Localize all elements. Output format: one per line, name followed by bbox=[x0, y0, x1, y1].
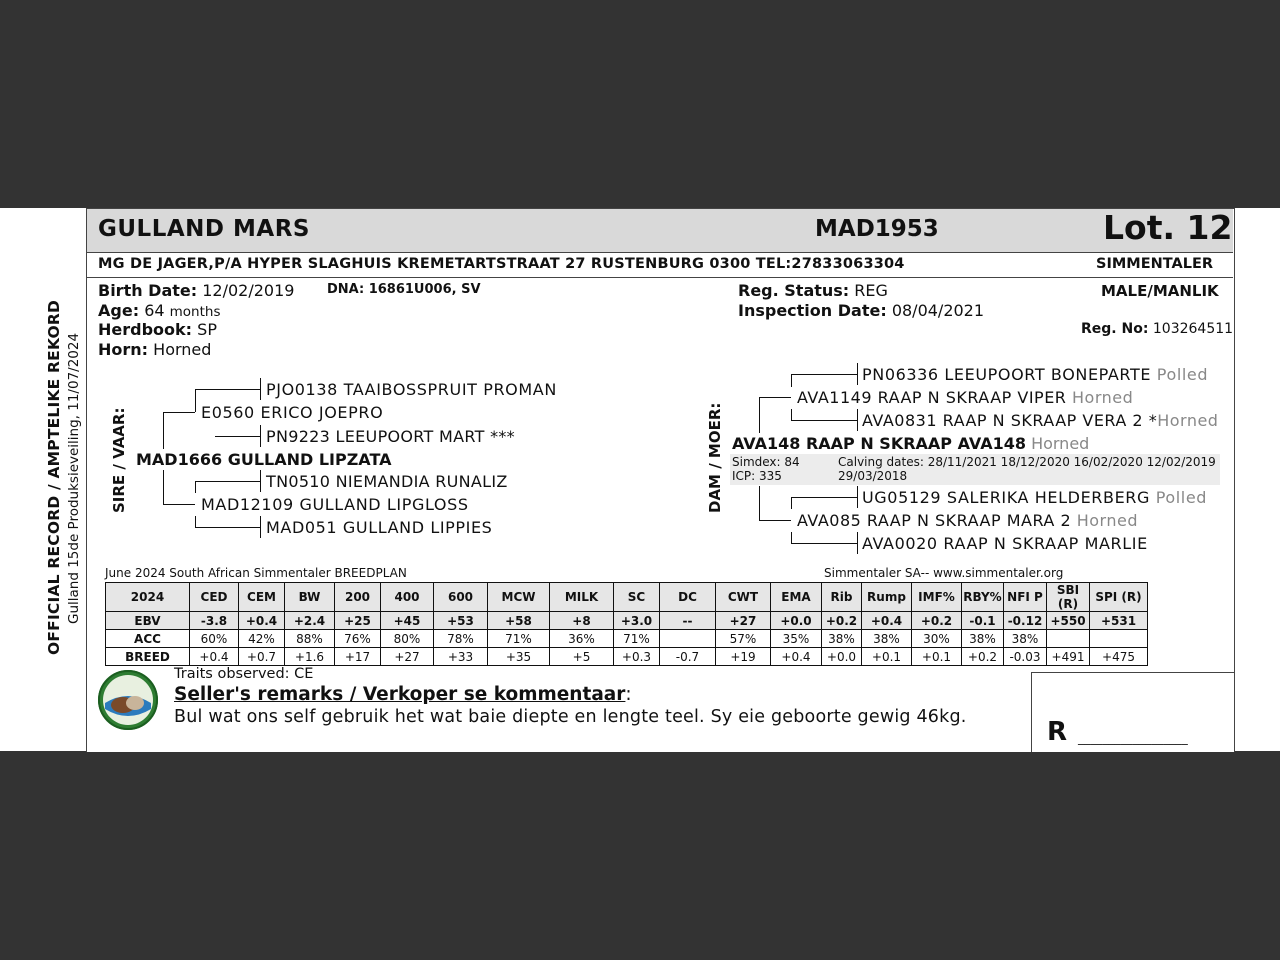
ebv-table bbox=[105, 582, 1148, 666]
table-cell: 76% bbox=[335, 630, 381, 648]
tree-line bbox=[857, 409, 858, 431]
dam-sire-sire bbox=[862, 365, 1208, 384]
table-cell: +0.2 bbox=[962, 648, 1004, 666]
sire-dam-dam: MAD051 GULLAND LIPPIES bbox=[266, 518, 493, 537]
table-cell: +27 bbox=[716, 612, 771, 630]
table-cell: CEM bbox=[239, 583, 285, 612]
table-cell: +5 bbox=[550, 648, 614, 666]
society-logo bbox=[97, 669, 159, 731]
tree-line bbox=[195, 527, 260, 528]
dam-label: DAM / MOER: bbox=[706, 402, 724, 513]
tree-line bbox=[195, 481, 196, 493]
table-cell: 600 bbox=[434, 583, 488, 612]
inspection-label: Inspection Date: bbox=[738, 301, 887, 320]
table-cell: 71% bbox=[614, 630, 660, 648]
dam-dam-sire-name: UG05129 SALERIKA HELDERBERG bbox=[862, 488, 1150, 507]
row-label-cell: ACC bbox=[106, 630, 190, 648]
table-cell: 36% bbox=[550, 630, 614, 648]
ebv-header-row bbox=[106, 583, 1148, 612]
table-cell: 78% bbox=[434, 630, 488, 648]
birth-date bbox=[98, 281, 294, 300]
table-cell: -0.7 bbox=[660, 648, 716, 666]
tree-line bbox=[163, 412, 164, 449]
table-cell: +0.1 bbox=[862, 648, 912, 666]
sex: MALE/MANLIK bbox=[1101, 282, 1219, 300]
sire-sire: E0560 ERICO JOEPRO bbox=[201, 403, 384, 422]
seller-remarks: Bul wat ons self gebruik het wat baie diepte en lengte teel. Sy eie geboorte gewig 46kg. bbox=[174, 707, 967, 727]
tree-line bbox=[260, 378, 261, 400]
reg-status-value: REG bbox=[854, 281, 888, 300]
horn-value: Horned bbox=[153, 340, 212, 359]
table-cell: 38% bbox=[1004, 630, 1047, 648]
tree-line bbox=[791, 420, 857, 421]
table-cell: +3.0 bbox=[614, 612, 660, 630]
table-cell: RBY% bbox=[962, 583, 1004, 612]
inspection-date bbox=[738, 301, 984, 320]
tree-line bbox=[260, 425, 261, 447]
tree-line bbox=[163, 470, 164, 504]
tree-line bbox=[260, 470, 261, 492]
table-cell: 400 bbox=[381, 583, 434, 612]
table-cell: 88% bbox=[285, 630, 335, 648]
horn-label: Horn: bbox=[98, 340, 149, 359]
tree-line bbox=[195, 389, 196, 412]
tree-line bbox=[791, 374, 792, 387]
acc-row bbox=[106, 630, 1148, 648]
ebv-row bbox=[106, 612, 1148, 630]
table-cell: +0.4 bbox=[190, 648, 239, 666]
horn-status bbox=[98, 340, 211, 359]
breed-row bbox=[106, 648, 1148, 666]
table-cell: +27 bbox=[381, 648, 434, 666]
dam-horn: Horned bbox=[1031, 434, 1090, 453]
price-currency: R bbox=[1047, 717, 1068, 747]
table-cell: MILK bbox=[550, 583, 614, 612]
table-cell: +0.7 bbox=[239, 648, 285, 666]
tree-line bbox=[759, 397, 791, 398]
animal-reg-id: MAD1953 bbox=[815, 216, 939, 242]
tree-line bbox=[195, 481, 260, 482]
herdbook-label: Herdbook: bbox=[98, 320, 193, 339]
table-cell: BW bbox=[285, 583, 335, 612]
table-cell: +58 bbox=[488, 612, 550, 630]
dam-sire-dam-name: AVA0831 RAAP N SKRAAP VERA 2 * bbox=[862, 411, 1158, 430]
table-cell: SC bbox=[614, 583, 660, 612]
tree-line bbox=[163, 504, 195, 505]
table-cell bbox=[1047, 630, 1090, 648]
tree-line bbox=[759, 486, 760, 520]
icp: ICP: 335 bbox=[732, 469, 782, 483]
herdbook-value: SP bbox=[197, 320, 217, 339]
table-cell: 57% bbox=[716, 630, 771, 648]
dam-dam-dam: AVA0020 RAAP N SKRAAP MARLIE bbox=[862, 534, 1148, 553]
lot-number: Lot. 12 bbox=[1103, 208, 1233, 247]
dam-sire-dam-horn: Horned bbox=[1157, 411, 1219, 430]
inspection-value: 08/04/2021 bbox=[891, 301, 985, 320]
animal-name: GULLAND MARS bbox=[98, 216, 310, 242]
table-cell: 71% bbox=[488, 630, 550, 648]
birth-date-value: 12/02/2019 bbox=[202, 281, 295, 300]
sire-sire-dam: PN9223 LEEUPOORT MART *** bbox=[266, 427, 515, 446]
dam-sire-sire-horn: Polled bbox=[1156, 365, 1209, 384]
table-cell: 38% bbox=[822, 630, 862, 648]
table-cell: +17 bbox=[335, 648, 381, 666]
table-cell: Rump bbox=[862, 583, 912, 612]
table-cell: +550 bbox=[1047, 612, 1090, 630]
dam-sire bbox=[797, 388, 1133, 407]
simmentaler-logo-icon bbox=[97, 669, 159, 731]
table-cell: +491 bbox=[1047, 648, 1090, 666]
row-label-cell: BREED bbox=[106, 648, 190, 666]
table-cell: DC bbox=[660, 583, 716, 612]
reg-status-label: Reg. Status: bbox=[738, 281, 850, 300]
calving-dates: Calving dates: 28/11/2021 18/12/2020 16/02/2020 12/02/2019 bbox=[838, 455, 1216, 469]
row-label-cell: 2024 bbox=[106, 583, 190, 612]
table-cell: +0.1 bbox=[912, 648, 962, 666]
remarks-label: Seller's remarks / Verkoper se kommentaar bbox=[174, 684, 626, 705]
tree-line bbox=[195, 389, 260, 390]
table-cell: -0.12 bbox=[1004, 612, 1047, 630]
table-cell: 35% bbox=[771, 630, 822, 648]
table-cell: +0.4 bbox=[862, 612, 912, 630]
birth-date-label: Birth Date: bbox=[98, 281, 198, 300]
sire-sire-sire: PJO0138 TAAIBOSSPRUIT PROMAN bbox=[266, 380, 557, 399]
table-cell: MCW bbox=[488, 583, 550, 612]
dam-dam-sire bbox=[862, 488, 1207, 507]
dam-name: AVA148 RAAP N SKRAAP AVA148 bbox=[732, 434, 1026, 453]
table-cell: CED bbox=[190, 583, 239, 612]
tree-line bbox=[163, 412, 195, 413]
table-cell: IMF% bbox=[912, 583, 962, 612]
dam-dam-name: AVA085 RAAP N SKRAAP MARA 2 bbox=[797, 511, 1072, 530]
dam-sire-horn: Horned bbox=[1072, 388, 1134, 407]
herdbook bbox=[98, 320, 217, 339]
table-cell: +33 bbox=[434, 648, 488, 666]
tree-line bbox=[791, 497, 792, 509]
auction-caption: Gulland 15de Produksieveiling, 11/07/2024 bbox=[66, 332, 82, 624]
breedplan-website: Simmentaler SA-- www.simmentaler.org bbox=[824, 566, 1064, 580]
table-cell: 30% bbox=[912, 630, 962, 648]
tree-line bbox=[857, 363, 858, 385]
tree-line bbox=[791, 543, 857, 544]
table-cell: +0.4 bbox=[239, 612, 285, 630]
age bbox=[98, 301, 221, 320]
table-cell: -- bbox=[660, 612, 716, 630]
table-cell: EMA bbox=[771, 583, 822, 612]
dam-dam-sire-horn: Polled bbox=[1155, 488, 1208, 507]
tree-line bbox=[759, 397, 760, 433]
table-cell: 200 bbox=[335, 583, 381, 612]
table-cell: +35 bbox=[488, 648, 550, 666]
sire-dam-sire: TN0510 NIEMANDIA RUNALIZ bbox=[266, 472, 508, 491]
table-cell: SBI (R) bbox=[1047, 583, 1090, 612]
dam-sire-name: AVA1149 RAAP N SKRAAP VIPER bbox=[797, 388, 1067, 407]
table-cell: +0.3 bbox=[614, 648, 660, 666]
reg-no-value: 103264511 bbox=[1152, 321, 1234, 337]
dam-dam bbox=[797, 511, 1138, 530]
table-cell: -3.8 bbox=[190, 612, 239, 630]
table-cell: +475 bbox=[1090, 648, 1148, 666]
table-cell: +0.0 bbox=[771, 612, 822, 630]
tree-line bbox=[857, 532, 858, 554]
table-cell: +53 bbox=[434, 612, 488, 630]
table-cell: -0.1 bbox=[962, 612, 1004, 630]
reg-no bbox=[1081, 321, 1233, 337]
age-value: 64 bbox=[144, 301, 165, 320]
calving-dates-2: 29/03/2018 bbox=[838, 469, 908, 483]
tree-line bbox=[215, 436, 260, 437]
official-record-text: OFFICIAL RECORD / AMPTELIKE REKORD bbox=[45, 299, 63, 655]
sire-name: MAD1666 GULLAND LIPZATA bbox=[136, 450, 392, 469]
tree-line bbox=[857, 486, 858, 508]
table-cell: +19 bbox=[716, 648, 771, 666]
table-cell: Rib bbox=[822, 583, 862, 612]
dam-sire-dam bbox=[862, 411, 1218, 430]
dam-sire-sire-name: PN06336 LEEUPOORT BONEPARTE bbox=[862, 365, 1152, 384]
traits-observed: Traits observed: CE bbox=[174, 666, 314, 682]
owner-text: MG DE JAGER,P/A HYPER SLAGHUIS KREMETARTSTRAAT 27 RUSTENBURG 0300 TEL:27833063304 bbox=[98, 256, 905, 272]
reg-status bbox=[738, 281, 888, 300]
table-cell: -0.03 bbox=[1004, 648, 1047, 666]
row-label-cell: EBV bbox=[106, 612, 190, 630]
table-cell: +1.6 bbox=[285, 648, 335, 666]
table-cell bbox=[660, 630, 716, 648]
age-label: Age: bbox=[98, 301, 140, 320]
table-cell: +0.2 bbox=[822, 612, 862, 630]
table-cell: +531 bbox=[1090, 612, 1148, 630]
remarks-colon: : bbox=[625, 684, 632, 705]
dna-info: DNA: 16861U006, SV bbox=[327, 282, 481, 297]
breed-name: SIMMENTALER bbox=[1096, 256, 1214, 272]
simdex: Simdex: 84 bbox=[732, 455, 800, 469]
table-cell: +0.2 bbox=[912, 612, 962, 630]
table-cell: SPI (R) bbox=[1090, 583, 1148, 612]
table-cell: 60% bbox=[190, 630, 239, 648]
reg-no-label: Reg. No: bbox=[1081, 321, 1149, 337]
dam-dam-horn: Horned bbox=[1076, 511, 1138, 530]
tree-line bbox=[759, 520, 791, 521]
table-cell: +45 bbox=[381, 612, 434, 630]
table-cell: +25 bbox=[335, 612, 381, 630]
table-cell: +8 bbox=[550, 612, 614, 630]
table-cell: +0.4 bbox=[771, 648, 822, 666]
table-cell bbox=[1090, 630, 1148, 648]
table-cell: CWT bbox=[716, 583, 771, 612]
price-blank-line: __________________ bbox=[1078, 731, 1188, 745]
table-cell: 42% bbox=[239, 630, 285, 648]
table-cell: 38% bbox=[862, 630, 912, 648]
tree-line bbox=[791, 374, 857, 375]
breedplan-caption: June 2024 South African Simmentaler BREEDPLAN bbox=[105, 566, 407, 580]
table-cell: +2.4 bbox=[285, 612, 335, 630]
sire-dam: MAD12109 GULLAND LIPGLOSS bbox=[201, 495, 469, 514]
table-cell: +0.0 bbox=[822, 648, 862, 666]
age-unit: months bbox=[169, 304, 221, 320]
tree-line bbox=[260, 516, 261, 538]
remarks-heading bbox=[174, 684, 632, 705]
tree-line bbox=[791, 497, 857, 498]
table-cell: 38% bbox=[962, 630, 1004, 648]
tree-line bbox=[791, 409, 792, 420]
dam-name-row bbox=[732, 434, 1089, 453]
sire-label: SIRE / VAAR: bbox=[110, 407, 128, 513]
table-cell: 80% bbox=[381, 630, 434, 648]
table-cell: NFI P bbox=[1004, 583, 1047, 612]
tree-line bbox=[195, 516, 196, 527]
tree-line bbox=[791, 532, 792, 543]
